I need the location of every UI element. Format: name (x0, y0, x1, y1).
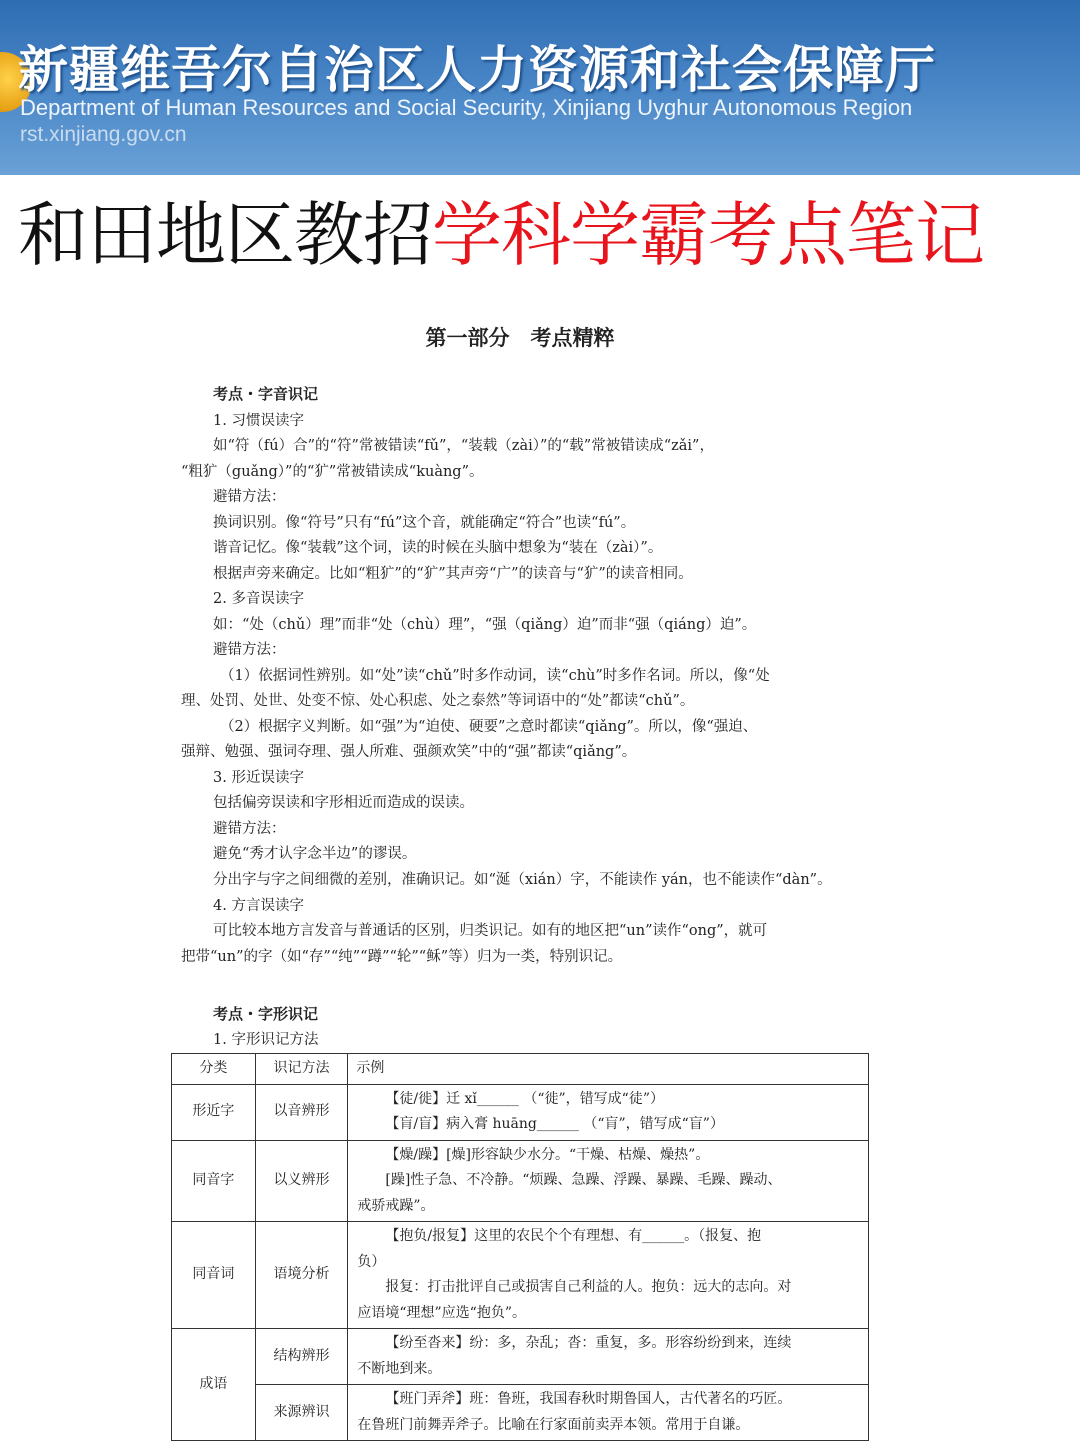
example-cell (348, 1329, 869, 1385)
category-cell: 同音词 (172, 1222, 256, 1329)
text-line: （1）依据词性辨别。如“处”读“chǔ”时多作动词，读“chù”时多作名词。所以，像“处 (220, 668, 770, 684)
site-url: rst.xinjiang.gov.cn (20, 123, 187, 146)
method-cell: 结构辨形 (255, 1329, 348, 1385)
text-line: 谐音记忆。像“装载”这个词，读的时候在头脑中想象为“装在（zài）”。 (213, 540, 663, 556)
text-line: 分出字与字之间细微的差别，准确识记。如“涎（xián）字，不能读作 yán，也不能读作“dàn”。 (213, 872, 832, 888)
text-line: 4. 方言误读字 (213, 898, 304, 914)
table-row (172, 1385, 869, 1441)
example-line: 报复：打击批评自己或损害自己利益的人。抱负：远大的志向。对 (385, 1279, 792, 1295)
text-line: 1. 习惯误读字 (213, 413, 304, 429)
table-row (172, 1140, 869, 1222)
text-line: 可比较本地方言发音与普通话的区别，归类识记。如有的地区把“un”读作“ong”，就可 (213, 923, 768, 939)
headline (18, 192, 984, 278)
example-line: [躁]性子急、不冷静。“烦躁、急躁、浮躁、暴躁、毛躁、躁动、 (385, 1172, 782, 1188)
method-cell: 以义辨形 (255, 1140, 348, 1222)
example-cell (348, 1385, 869, 1441)
text-line: 把带“un”的字（如“存”“纯”“蹲”“轮”“稣”等）归为一类，特别识记。 (181, 949, 623, 965)
section-title: 考点・字形识记 (213, 1005, 319, 1023)
headline-red: 学科学霸考点笔记 (432, 194, 984, 276)
table-header-cell: 分类 (172, 1054, 256, 1085)
department-title: 新疆维吾尔自治区人力资源和社会保障厅 (18, 41, 936, 99)
text-line: 强辩、勉强、强词夺理、强人所难、强颜欢笑”中的“强”都读“qiǎng”。 (181, 744, 637, 760)
part-title: 第一部分 考点精粹 (425, 326, 615, 350)
category-cell: 成语 (172, 1329, 256, 1441)
example-line: 在鲁班门前舞弄斧子。比喻在行家面前卖弄本领。常用于自谦。 (357, 1416, 750, 1433)
method-cell: 以音辨形 (255, 1084, 348, 1140)
example-line: 【班门弄斧】班：鲁班，我国春秋时期鲁国人，古代著名的巧匠。 (385, 1391, 792, 1407)
text-line: 包括偏旁误读和字形相近而造成的误读。 (213, 795, 474, 811)
method-cell: 语境分析 (255, 1222, 348, 1329)
section-title: 考点・字音识记 (213, 385, 319, 403)
example-line: 【肓/盲】病入膏 huāng______ （“肓”，错写成“盲”） (385, 1116, 724, 1132)
example-line: 负） (357, 1253, 386, 1270)
text-line: 2. 多音误读字 (213, 591, 304, 607)
example-line: 【燥/躁】[燥]形容缺少水分。“干燥、枯燥、燥热”。 (385, 1146, 710, 1163)
example-line: 【抱负/报复】这里的农民个个有理想、有______。（报复、抱 (385, 1228, 762, 1244)
table-header-cell: 示例 (348, 1054, 869, 1085)
text-line: 理、处罚、处世、处变不惊、处心积虑、处之泰然”等词语中的“处”都读“chǔ”。 (181, 693, 695, 709)
table-header-row (172, 1054, 869, 1085)
text-line: 换词识别。像“符号”只有“fú”这个音，就能确定“符合”也读“fú”。 (213, 515, 636, 531)
example-cell (348, 1222, 869, 1329)
table-row (172, 1329, 869, 1385)
table-row (172, 1084, 869, 1140)
text-line: 避错方法： (213, 821, 286, 837)
example-cell (348, 1140, 869, 1222)
text-line: （2）根据字义判断。如“强”为“迫使、硬要”之意时都读“qiǎng”。所以，像“强迫、 (220, 719, 758, 735)
headline-black: 和田地区教招 (18, 194, 432, 276)
category-cell: 形近字 (172, 1084, 256, 1140)
table-header-cell: 识记方法 (255, 1054, 348, 1085)
table-row (172, 1222, 869, 1329)
text-line: 避错方法： (213, 489, 286, 505)
text-line: 根据声旁来确定。比如“粗犷”的“犷”其声旁“广”的读音与“犷”的读音相同。 (213, 566, 693, 582)
character-form-table (171, 1053, 869, 1441)
subsection-title: 1. 字形识记方法 (213, 1032, 319, 1048)
text-line: 3. 形近误读字 (213, 770, 304, 786)
header-banner (0, 0, 1080, 175)
example-line: 【纷至沓来】纷：多，杂乱；沓：重复，多。形容纷纷到来，连续 (385, 1335, 792, 1351)
category-cell: 同音字 (172, 1140, 256, 1222)
text-line: 如“符（fú）合”的“符”常被错读“fǔ”，“装载（zài）”的“载”常被错读成“zǎi”， (213, 438, 714, 454)
text-line: “粗犷（guǎng）”的“犷”常被错读成“kuàng”。 (181, 464, 484, 480)
department-title-english: Department of Human Resources and Social Security, Xinjiang Uyghur Autonomous Region (20, 95, 913, 120)
example-line: 【徒/徙】迁 xǐ______ （“徙”，错写成“徒”） (385, 1090, 664, 1107)
example-cell (348, 1084, 869, 1140)
text-line: 避错方法： (213, 642, 286, 658)
example-line: 不断地到来。 (357, 1360, 442, 1377)
example-line: 应语境“理想”应选“抱负”。 (357, 1304, 526, 1321)
text-line: 避免“秀才认字念半边”的谬误。 (213, 846, 417, 862)
example-line: 戒骄戒躁”。 (357, 1197, 435, 1214)
method-cell: 来源辨识 (255, 1385, 348, 1441)
text-line: 如：“处（chǔ）理”而非“处（chù）理”，“强（qiǎng）迫”而非“强（qiáng）迫”。 (213, 617, 757, 633)
